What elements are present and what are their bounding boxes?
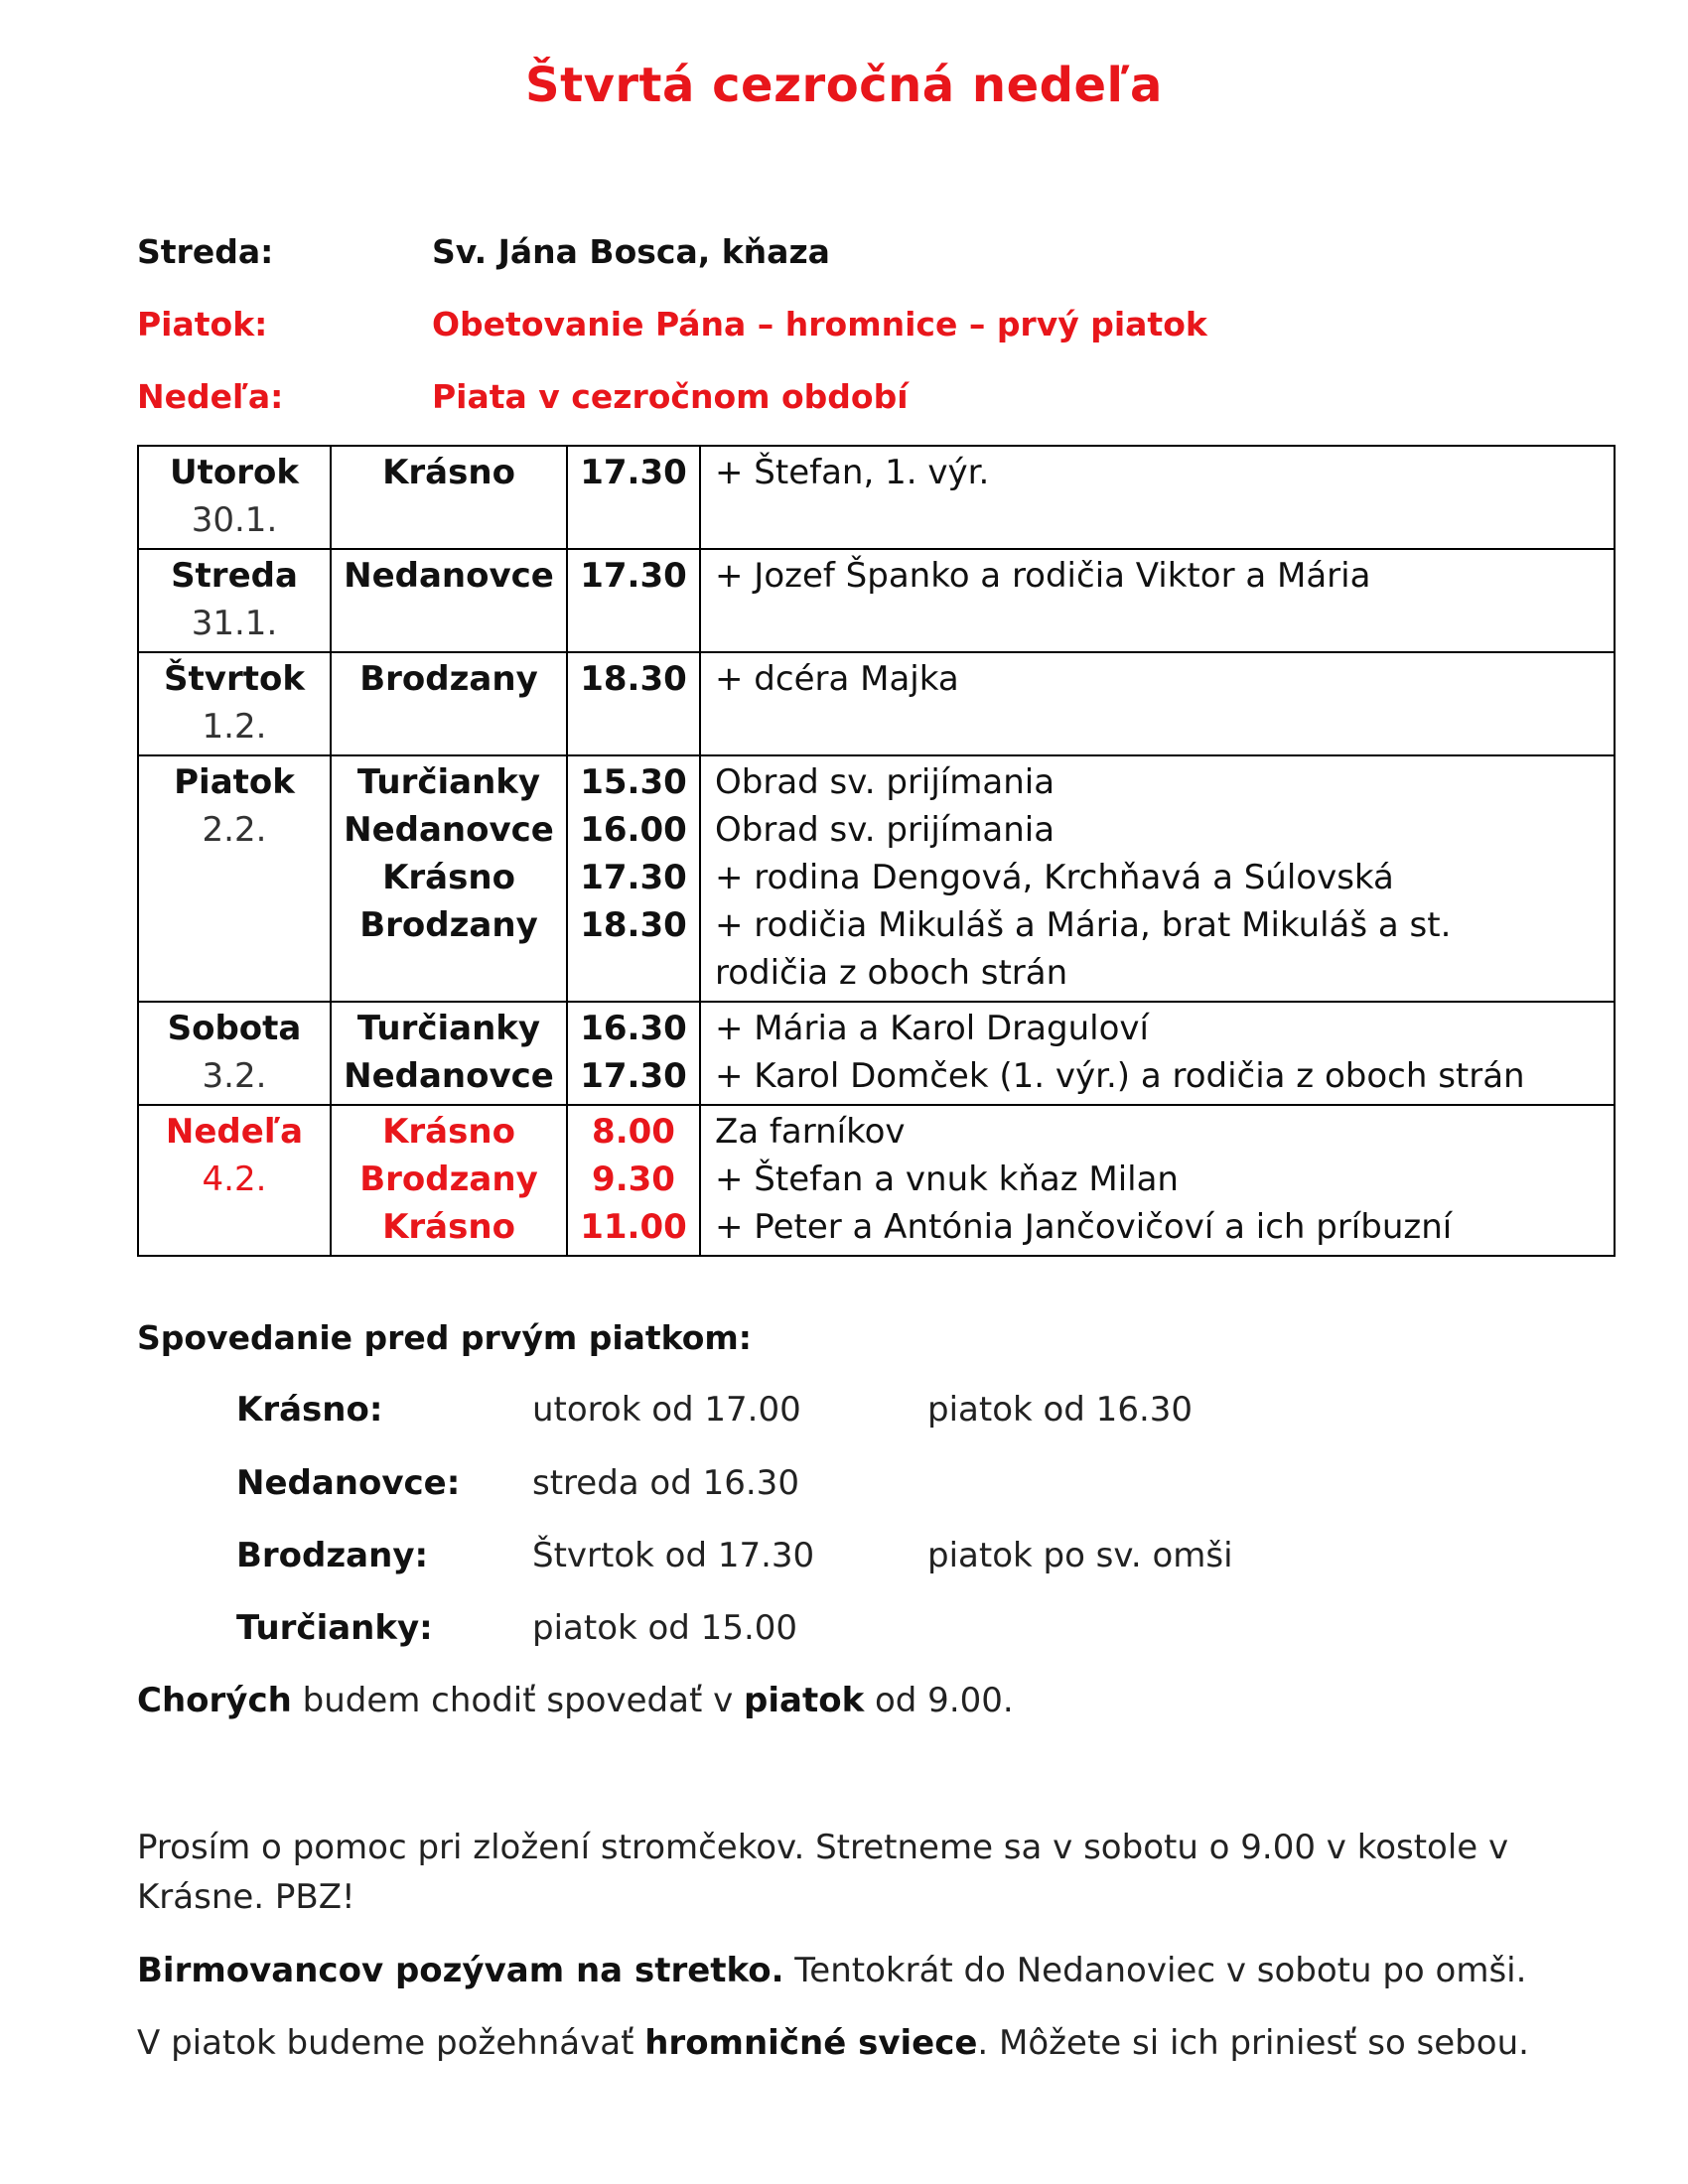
place: Krásno <box>382 1112 515 1152</box>
sick-confession-note <box>137 1676 1595 1725</box>
time: 8.00 <box>592 1112 675 1152</box>
day-date: 30.1. <box>191 500 278 540</box>
place: Krásno <box>382 1207 515 1247</box>
place-cell <box>331 446 567 549</box>
time: 18.30 <box>580 659 687 699</box>
place: Brodzany <box>359 659 538 699</box>
confession-place: Turčianky: <box>236 1608 433 1648</box>
confession-time: utorok od 17.00 <box>532 1390 801 1430</box>
feast-day-label: Nedeľa: <box>137 377 284 416</box>
table-row <box>138 755 1615 1002</box>
day-date: 1.2. <box>202 707 267 747</box>
confession-place: Brodzany: <box>236 1536 429 1575</box>
announcement-trees: Prosím o pomoc pri zložení stromčekov. Stretneme sa v sobotu o 9.00 v kostole v Krásne. PBZ! <box>137 1828 1509 1917</box>
intention: + Štefan, 1. výr. <box>715 453 990 492</box>
place: Nedanovce <box>344 810 554 850</box>
confession-place: Krásno: <box>236 1390 383 1430</box>
place: Krásno <box>382 453 515 492</box>
confession-time: Štvrtok od 17.30 <box>532 1536 815 1575</box>
candles-text: V piatok budeme požehnávať <box>137 2023 645 2063</box>
confession-time-alt: piatok po sv. omši <box>927 1536 1233 1575</box>
day-name: Sobota <box>167 1009 302 1048</box>
place-cell <box>331 549 567 652</box>
intention: Za farníkov <box>715 1112 906 1152</box>
time: 9.30 <box>592 1160 675 1199</box>
day-cell <box>138 1105 331 1256</box>
page-title: Štvrtá cezročná nedeľa <box>525 58 1163 113</box>
intention: Obrad sv. prijímania <box>715 762 1055 802</box>
time: 18.30 <box>580 905 687 945</box>
day-cell <box>138 446 331 549</box>
intention-cell <box>700 1105 1615 1256</box>
time-cell <box>567 755 700 1002</box>
announcement-candles <box>137 2018 1595 2068</box>
place: Nedanovce <box>344 556 554 596</box>
place-cell <box>331 1105 567 1256</box>
confession-time: streda od 16.30 <box>532 1463 799 1503</box>
day-name: Nedeľa <box>165 1112 304 1152</box>
time: 17.30 <box>580 556 687 596</box>
place: Brodzany <box>359 905 538 945</box>
sick-day: piatok <box>744 1681 865 1720</box>
time: 17.30 <box>580 1056 687 1096</box>
place: Brodzany <box>359 1160 538 1199</box>
day-name: Streda <box>171 556 298 596</box>
confession-time-alt: piatok od 16.30 <box>927 1390 1194 1430</box>
intention-cell <box>700 755 1615 1002</box>
intention: Obrad sv. prijímania <box>715 810 1055 850</box>
time: 15.30 <box>580 762 687 802</box>
place-cell <box>331 755 567 1002</box>
time-cell <box>567 652 700 755</box>
day-cell <box>138 755 331 1002</box>
day-date: 3.2. <box>202 1056 267 1096</box>
intention: + Jozef Španko a rodičia Viktor a Mária <box>715 556 1371 596</box>
day-name: Štvrtok <box>164 659 305 699</box>
time-cell <box>567 1105 700 1256</box>
feast-day-label: Piatok: <box>137 305 268 343</box>
confirmation-text: Tentokrát do Nedanoviec v sobotu po omši. <box>783 1951 1527 1990</box>
time: 11.00 <box>580 1207 687 1247</box>
table-row <box>138 652 1615 755</box>
sick-time: od 9.00. <box>864 1681 1014 1720</box>
day-cell <box>138 549 331 652</box>
time-cell <box>567 446 700 549</box>
intention-cell <box>700 549 1615 652</box>
intention: + Mária a Karol Draguloví <box>715 1009 1149 1048</box>
day-date: 31.1. <box>191 604 278 643</box>
day-name: Piatok <box>174 762 295 802</box>
intention: + rodičia Mikuláš a Mária, brat Mikuláš a st. <box>715 905 1452 945</box>
intention: + rodina Dengová, Krchňavá a Súlovská <box>715 858 1394 897</box>
intention: + Štefan a vnuk kňaz Milan <box>715 1160 1179 1199</box>
intention: + Peter a Antónia Jančovičoví a ich príbuzní <box>715 1207 1453 1247</box>
intention: + Karol Domček (1. výr.) a rodičia z oboch strán <box>715 1056 1525 1096</box>
intention-cell <box>700 1002 1615 1105</box>
intention: + dcéra Majka <box>715 659 959 699</box>
place-cell <box>331 652 567 755</box>
time: 16.30 <box>580 1009 687 1048</box>
announcement-confirmation <box>137 1946 1595 1995</box>
table-row <box>138 1105 1615 1256</box>
sick-bold: Chorých <box>137 1681 292 1720</box>
table-row <box>138 549 1615 652</box>
feast-name: Sv. Jána Bosca, kňaza <box>432 232 830 271</box>
confession-time: piatok od 15.00 <box>532 1608 798 1648</box>
place: Turčianky <box>356 1009 541 1048</box>
mass-schedule-table <box>137 445 1616 1257</box>
candles-bold: hromničné sviece <box>644 2023 978 2063</box>
place: Krásno <box>382 858 515 897</box>
day-date: 4.2. <box>202 1160 267 1199</box>
intention-cell <box>700 446 1615 549</box>
feast-name: Piata v cezročnom období <box>432 377 909 416</box>
intention-cell <box>700 652 1615 755</box>
day-cell <box>138 1002 331 1105</box>
confession-place: Nedanovce: <box>236 1463 461 1503</box>
place-cell <box>331 1002 567 1105</box>
table-row <box>138 446 1615 549</box>
time: 17.30 <box>580 453 687 492</box>
feast-day-label: Streda: <box>137 232 274 271</box>
intention: rodičia z oboch strán <box>715 953 1068 993</box>
place: Nedanovce <box>344 1056 554 1096</box>
day-name: Utorok <box>170 453 299 492</box>
time-cell <box>567 549 700 652</box>
confirmation-bold: Birmovancov pozývam na stretko. <box>137 1951 784 1990</box>
table-row <box>138 1002 1615 1105</box>
time-cell <box>567 1002 700 1105</box>
sick-text: budem chodiť spovedať v <box>291 1681 745 1720</box>
candles-text-end: . Môžete si ich priniesť so sebou. <box>977 2023 1529 2063</box>
feast-name: Obetovanie Pána – hromnice – prvý piatok <box>432 305 1207 343</box>
place: Turčianky <box>356 762 541 802</box>
day-date: 2.2. <box>202 810 267 850</box>
time: 16.00 <box>580 810 687 850</box>
day-cell <box>138 652 331 755</box>
time: 17.30 <box>580 858 687 897</box>
confession-heading: Spovedanie pred prvým piatkom: <box>137 1318 752 1357</box>
